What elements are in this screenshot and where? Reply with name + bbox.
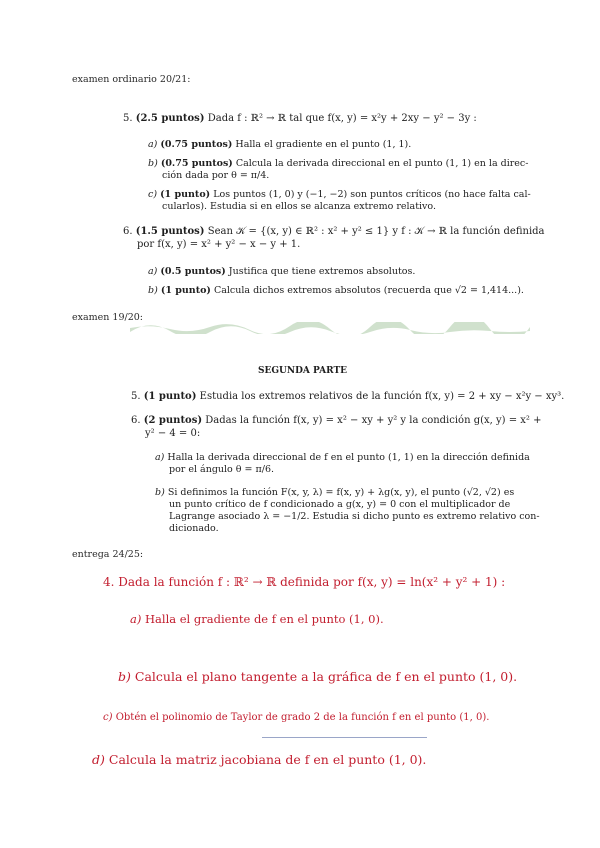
section-label-2425: entrega 24/25: bbox=[72, 549, 144, 560]
delivery-item-c: c) Obtén el polinomio de Taylor de grado 2 de la función f en el punto (1, 0). bbox=[103, 712, 490, 723]
section-label-2021: examen ordinario 20/21: bbox=[72, 74, 191, 85]
part-title: SEGUNDA PARTE bbox=[258, 366, 348, 376]
delivery-item-d: d) Calcula la matriz jacobiana de f en el punto (1, 0). bbox=[92, 752, 427, 767]
exam2021-q5-item-c: c) (1 punto) Los puntos (1, 0) y (−1, −2) son puntos críticos (no hace falta cal- cularlos). Estudia si en ellos se alcanza extremo relativo. bbox=[148, 189, 531, 212]
exam2021-q6: 6. (1.5 puntos) Sean 𝒦 = {(x, y) ∈ ℝ² : x² + y² ≤ 1} y f : 𝒦 → ℝ la función definida por f(x, y) = x² + y² − x − y + 1. bbox=[123, 226, 545, 250]
exam1920-q6-item-b: b) Si definimos la función F(x, y, λ) = f(x, y) + λg(x, y), el punto (√2, √2) es un punto crítico de f condicionado a g(x, y) = 0 con el multiplicador de Lagrange asociado λ = −1/2. Estudia si dicho punto es extremo relativo con- dicionado. bbox=[155, 487, 540, 534]
delivery-item-b: b) Calcula el plano tangente a la gráfica de f en el punto (1, 0). bbox=[118, 669, 518, 684]
exam2021-q6-item-a: a) (0.5 puntos) Justifica que tiene extremos absolutos. bbox=[148, 266, 416, 277]
delivery-item-a: a) Halla el gradiente de f en el punto (1, 0). bbox=[130, 612, 384, 626]
torn-paper-edge bbox=[130, 322, 530, 334]
delivery-q4: 4. Dada la función f : ℝ² → ℝ definida por f(x, y) = ln(x² + y² + 1) : bbox=[103, 575, 506, 589]
exam2021-q6-item-b: b) (1 punto) Calcula dichos extremos absolutos (recuerda que √2 = 1,414...). bbox=[148, 285, 524, 296]
answer-line bbox=[262, 737, 427, 738]
exam2021-q5: 5. (2.5 puntos) Dada f : ℝ² → ℝ tal que f(x, y) = x²y + 2xy − y² − 3y : bbox=[123, 113, 477, 124]
exam2021-q5-item-b: b) (0.75 puntos) Calcula la derivada direccional en el punto (1, 1) en la direc- ción dada por θ = π/4. bbox=[148, 158, 529, 181]
exam2021-q5-item-a: a) (0.75 puntos) Halla el gradiente en el punto (1, 1). bbox=[148, 139, 412, 150]
exam1920-q6: 6. (2 puntos) Dadas la función f(x, y) = x² − xy + y² y la condición g(x, y) = x² + y² − 4 = 0: bbox=[131, 415, 542, 439]
section-label-1920: examen 19/20: bbox=[72, 312, 143, 323]
exam1920-q5: 5. (1 punto) Estudia los extremos relativos de la función f(x, y) = 2 + xy − x²y − xy³. bbox=[131, 391, 565, 402]
exam1920-q6-item-a: a) Halla la derivada direccional de f en el punto (1, 1) en la dirección definida por el ángulo θ = π/6. bbox=[155, 452, 530, 475]
